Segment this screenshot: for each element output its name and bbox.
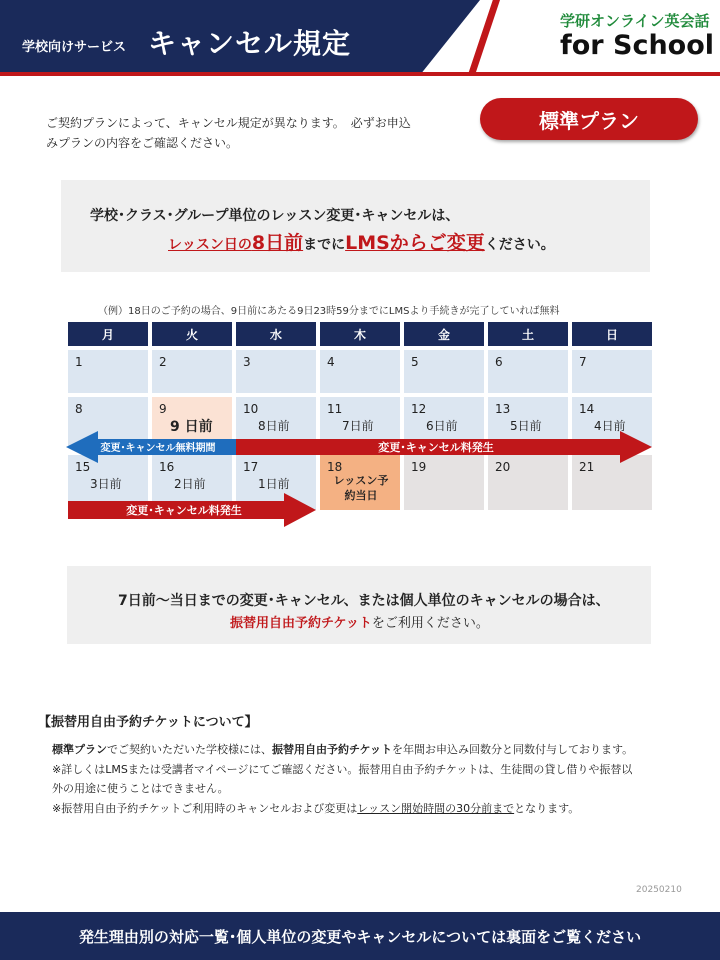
ticket-name: 振替用自由予約チケット xyxy=(230,616,372,631)
day-number: 21 xyxy=(579,460,595,474)
deadline-seg-1: レッスン日の xyxy=(168,237,252,253)
nine-days-before-label: 9 日前 xyxy=(170,419,213,435)
days-before-label: 7日前 xyxy=(342,419,374,433)
date-code: 20250210 xyxy=(636,885,682,895)
ticket-line-1 xyxy=(52,741,633,757)
ticket-line-4-a: ※振替用自由予約チケットご利用時のキャンセルおよび変更は xyxy=(52,802,358,815)
days-before-label: 2日前 xyxy=(174,477,206,491)
day-number: 15 xyxy=(75,460,91,474)
days-before-label: 3日前 xyxy=(90,477,122,491)
day-number: 16 xyxy=(159,460,175,474)
weekday-header: 月 xyxy=(68,322,148,346)
day-number: 14 xyxy=(579,402,595,416)
day-number: 18 xyxy=(327,460,343,474)
day-number: 5 xyxy=(411,355,419,369)
deadline-seg-3: までに xyxy=(303,237,346,253)
days-before-label: 1日前 xyxy=(258,477,290,491)
deadline-lms: LMSからご変更 xyxy=(345,232,485,254)
weekday-header: 土 xyxy=(488,322,568,346)
weekday-header: 木 xyxy=(320,322,400,346)
late-change-tail: をご利用ください。 xyxy=(371,616,489,631)
deadline-line-1: 学校･クラス･グループ単位のレッスン変更･キャンセルは、 xyxy=(90,208,460,224)
service-label: 学校向けサービス xyxy=(22,40,127,55)
lesson-day-label: レッスン予 約当日 xyxy=(333,474,389,502)
day-number: 4 xyxy=(327,355,335,369)
day-number: 11 xyxy=(327,402,343,416)
fee-label: 変更･キャンセル料発生 xyxy=(378,441,494,454)
weekday-header: 火 xyxy=(152,322,232,346)
intro-line-2: みプランの内容をご確認ください。 xyxy=(46,136,239,150)
late-change-line-1: 7日前～当日までの変更･キャンセル、または個人単位のキャンセルの場合は、 xyxy=(118,593,610,609)
ticket-line-2: ※詳しくはLMSまたは受講者マイページにてご確認ください。振替用自由予約チケットは、生徒間の貸し借りや振替以 xyxy=(52,763,633,776)
day-number: 3 xyxy=(243,355,251,369)
fee-label-week3: 変更･キャンセル料発生 xyxy=(126,504,242,517)
ticket-heading: 【振替用自由予約チケットについて】 xyxy=(38,715,258,730)
ticket-line-1-text-b: を年間お申込み回数分と同数付与しております。 xyxy=(392,743,634,756)
footer-banner: 発生理由別の対応一覧･個人単位の変更やキャンセルについては裏面をご覧ください xyxy=(0,912,720,960)
ticket-line-3: 外の用途に使うことはできません。 xyxy=(52,782,229,795)
day-number: 9 xyxy=(159,402,167,416)
day-number: 12 xyxy=(411,402,427,416)
day-number: 19 xyxy=(411,460,427,474)
day-number: 17 xyxy=(243,460,259,474)
page-title: キャンセル規定 xyxy=(148,27,352,60)
days-before-label: 8日前 xyxy=(258,419,290,433)
example-note: （例）18日のご予約の場合、9日前にあたる9日23時59分までにLMSより手続きが完了していれば無料 xyxy=(98,306,560,317)
day-number: 20 xyxy=(495,460,511,474)
day-number: 1 xyxy=(75,355,83,369)
ticket-plan-name: 標準プラン xyxy=(52,743,107,756)
ticket-line-4-deadline: レッスン開始時間の30分前まで xyxy=(357,802,515,815)
day-number: 7 xyxy=(579,355,587,369)
day-number: 6 xyxy=(495,355,503,369)
ticket-line-4 xyxy=(52,800,579,816)
deadline-8days: 8日前 xyxy=(251,232,304,254)
logo-subtitle: 学研オンライン英会話 xyxy=(560,12,710,30)
days-before-label: 6日前 xyxy=(426,419,458,433)
logo-main: for School xyxy=(560,30,715,61)
ticket-line-1-ticket: 振替用自由予約チケット xyxy=(272,743,393,756)
intro-line-1: ご契約プランによって、キャンセル規定が異なります。 必ずお申込 xyxy=(46,116,411,130)
day-number: 10 xyxy=(243,402,259,416)
day-number: 8 xyxy=(75,402,83,416)
day-number: 13 xyxy=(495,402,511,416)
deadline-seg-5: ください。 xyxy=(484,237,555,253)
plan-badge: 標準プラン xyxy=(480,98,698,140)
weekday-header: 金 xyxy=(404,322,484,346)
days-before-label: 4日前 xyxy=(594,419,626,433)
ticket-line-4-c: となります。 xyxy=(514,802,580,815)
days-before-label: 5日前 xyxy=(510,419,542,433)
weekday-header: 水 xyxy=(236,322,316,346)
late-change-line-2 xyxy=(230,612,489,631)
day-number: 2 xyxy=(159,355,167,369)
free-period-label: 変更･キャンセル無料期間 xyxy=(100,443,216,454)
weekday-header: 日 xyxy=(572,322,652,346)
ticket-line-1-text-a: でご契約いただいた学校様には、 xyxy=(107,743,272,756)
